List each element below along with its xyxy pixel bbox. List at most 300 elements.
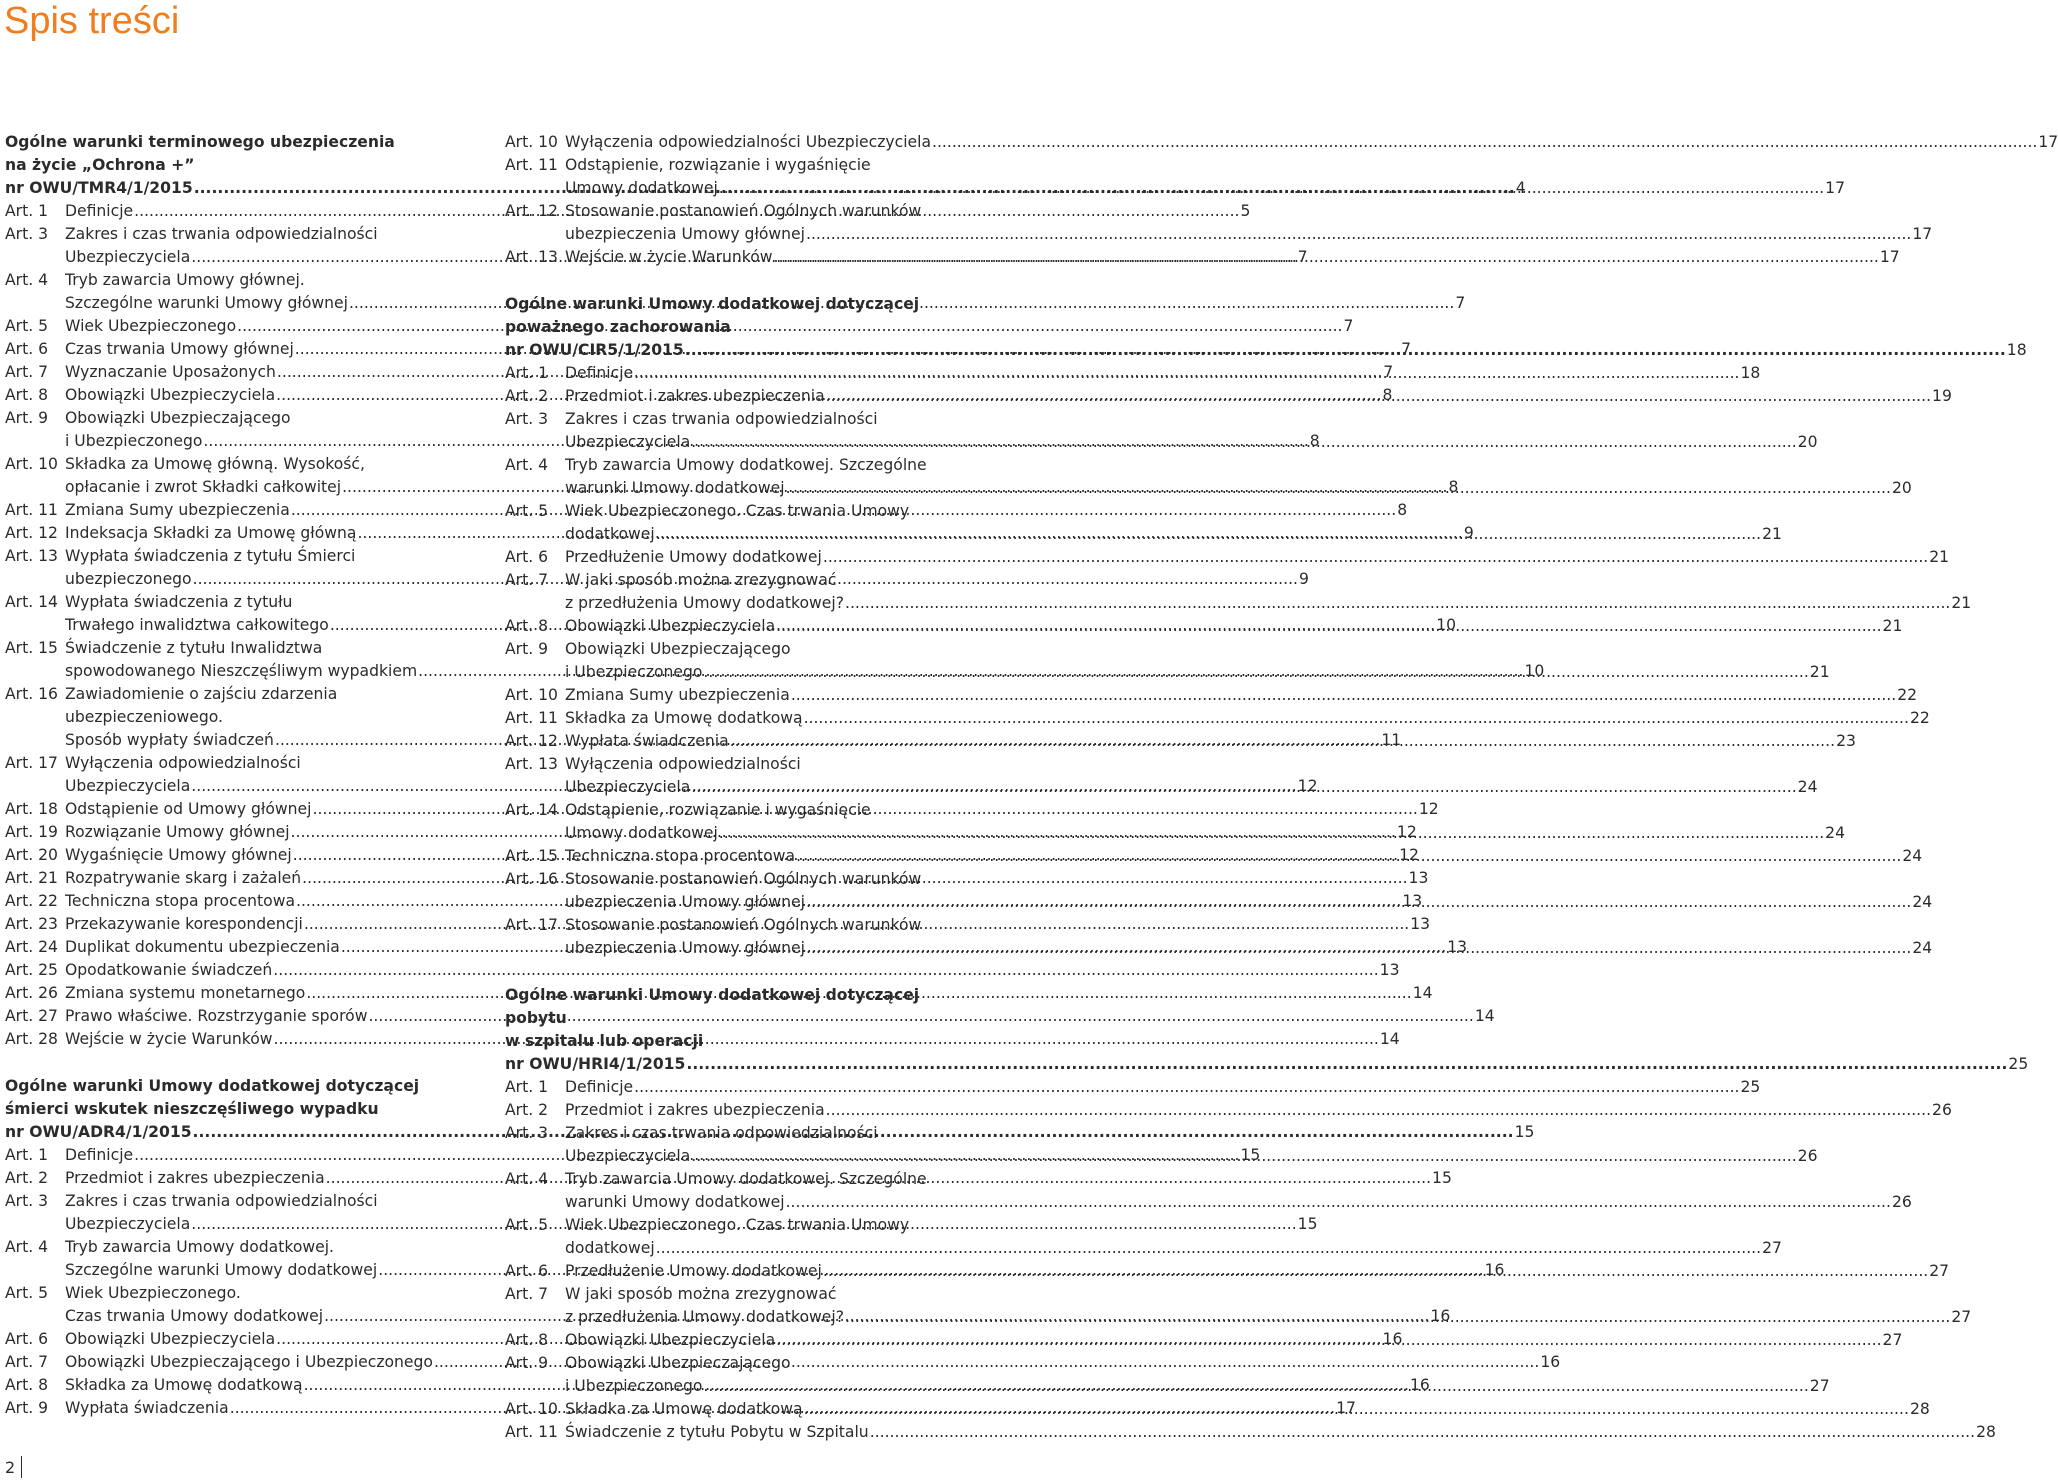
toc-page-number: 10: [1524, 662, 1545, 680]
toc-entry-title: warunki Umowy dodatkowej: [565, 479, 785, 497]
article-number: Art. 11: [505, 156, 558, 174]
toc-section-heading[interactable]: [505, 293, 2027, 362]
toc-page-number: 25: [1740, 1078, 1761, 1096]
toc-entry-title: Umowy dodatkowej: [565, 179, 718, 197]
toc-page-number: 15: [1432, 1169, 1452, 1187]
toc-entry-line: Wiek Ubezpieczonego. Czas trwania Umowy: [565, 502, 910, 520]
toc-page-number: 27: [1929, 1262, 1950, 1280]
toc-entry-title: Wyznaczanie Uposażonych: [65, 363, 276, 381]
toc-leader-line: [565, 385, 1952, 408]
article-number: Art. 12: [505, 732, 558, 750]
article-number: Art. 9: [505, 640, 549, 658]
toc-page-number: 13: [1410, 915, 1431, 933]
toc-entry[interactable]: [5, 959, 1400, 982]
toc-entry-title: Rozpatrywanie skarg i zażaleń: [65, 869, 302, 887]
toc-page-number: 13: [1447, 938, 1468, 956]
toc-entry-line: Obowiązki Ubezpieczającego: [565, 1354, 791, 1372]
article-number: Art. 7: [5, 1353, 49, 1371]
article-number: Art. 12: [5, 524, 58, 542]
toc-entry-title: Ubezpieczyciela: [565, 778, 691, 796]
toc-page-number: 14: [1412, 984, 1433, 1002]
section-gap: [505, 269, 960, 293]
toc-page-number: 26: [1891, 1193, 1912, 1211]
section-heading-line: Ogólne warunki Umowy dodatkowej dotyczącej: [505, 295, 920, 313]
article-number: Art. 5: [505, 1216, 549, 1234]
toc-page-number: 16: [1484, 1261, 1505, 1279]
toc-entry-title: Wygaśnięcie Umowy głównej: [65, 846, 292, 864]
toc-entry-title: Zmiana Sumy ubezpieczenia: [65, 501, 290, 519]
toc-entry-body: [565, 707, 1930, 730]
toc-entry-line: Zakres i czas trwania odpowiedzialności: [565, 1124, 878, 1142]
dot-leader: [806, 939, 1911, 957]
toc-entry-title: Świadczenie z tytułu Pobytu w Szpitalu: [565, 1423, 869, 1441]
toc-page-number: 24: [1912, 939, 1933, 957]
toc-page-number: 20: [1891, 479, 1912, 497]
article-number: Art. 20: [5, 846, 58, 864]
toc-entry-line: Obowiązki Ubezpieczającego: [65, 409, 291, 427]
toc-leader-line: [565, 1076, 1761, 1099]
article-number: Art. 9: [5, 409, 49, 427]
article-number: Art. 12: [505, 202, 558, 220]
article-number: Art. 5: [5, 317, 49, 335]
toc-entry-title: Obowiązki Ubezpieczyciela: [65, 1330, 276, 1348]
toc-entry-title: ubezpieczenia Umowy głównej: [565, 225, 805, 243]
toc-entry-line: Wyłączenia odpowiedzialności: [565, 755, 801, 773]
toc-page-number: 17: [1336, 1399, 1356, 1417]
toc-page-number: 9: [1298, 570, 1309, 588]
toc-entry-title: Składka za Umowę dodatkową: [65, 1376, 303, 1394]
toc-entry-title: Szczególne warunki Umowy głównej: [65, 294, 348, 312]
toc-entry-title: Odstąpienie od Umowy głównej: [65, 800, 312, 818]
toc-entry-line: ubezpieczeniowego.: [65, 708, 223, 726]
toc-entry-line: Świadczenie z tytułu Inwalidztwa: [65, 639, 323, 657]
section-heading-line: Ogólne warunki terminowego ubezpieczenia: [5, 133, 395, 151]
dot-leader: [845, 1308, 1950, 1326]
toc-entry-body: [565, 1076, 1761, 1099]
dot-leader: [796, 847, 1901, 865]
article-number: Art. 26: [5, 984, 58, 1002]
toc-entry-body: [565, 408, 1818, 454]
toc-entry-title: Opodatkowanie świadczeń: [65, 961, 273, 979]
toc-entry-title: Sposób wypłaty świadczeń: [65, 731, 274, 749]
article-number: Art. 18: [5, 800, 58, 818]
toc-entry-title: Ubezpieczyciela: [565, 1147, 691, 1165]
toc-page-number: 13: [1408, 869, 1429, 887]
toc-entry-title: Obowiązki Ubezpieczyciela: [65, 386, 276, 404]
article-number: Art. 16: [505, 870, 558, 888]
toc-entry[interactable]: [505, 246, 1900, 269]
toc-page-number: 16: [1430, 1307, 1451, 1325]
toc-entry[interactable]: [505, 500, 1782, 546]
dot-leader: [634, 364, 1739, 382]
dot-leader: [719, 179, 1824, 197]
dot-leader: [691, 778, 1796, 796]
article-number: Art. 17: [505, 916, 558, 934]
toc-entry-line: Wypłata świadczenia z tytułu Śmierci: [65, 547, 356, 565]
article-number: Art. 4: [5, 271, 49, 289]
toc-leader-line: [565, 223, 1933, 246]
toc-entry-body: [565, 684, 1918, 707]
toc-entry[interactable]: [505, 569, 1972, 615]
article-number: Art. 6: [5, 340, 49, 358]
toc-entry-body: [565, 569, 1972, 615]
toc-page-number: 17: [1912, 225, 1933, 243]
toc-entry-title: Definicje: [565, 1078, 634, 1096]
toc-entry[interactable]: [505, 362, 1761, 385]
toc-entry-line: Zakres i czas trwania odpowiedzialności: [65, 225, 378, 243]
article-number: Art. 1: [505, 364, 549, 382]
toc-leader-line: [565, 684, 1918, 707]
toc-page-number: 7: [1401, 340, 1412, 358]
toc-page-number: 27: [1882, 1331, 1903, 1349]
toc-page-number: 15: [1514, 1123, 1535, 1141]
toc-page-number: 21: [1762, 525, 1782, 543]
toc-entry-title: Definicje: [65, 202, 134, 220]
toc-entry-line: Wyłączenia odpowiedzialności: [65, 754, 301, 772]
article-number: Art. 8: [505, 1331, 549, 1349]
toc-page-number: 11: [1381, 731, 1402, 749]
toc-leader-line: [565, 1099, 1952, 1122]
article-number: Art. 15: [505, 847, 558, 865]
article-number: Art. 8: [505, 617, 549, 635]
dot-leader: [656, 1239, 1761, 1257]
toc-entry-body: [565, 200, 1933, 246]
toc-entry[interactable]: [505, 1099, 1952, 1122]
toc-page-number: 23: [1836, 732, 1856, 750]
toc-entry-title: dodatkowej: [565, 1239, 655, 1257]
article-number: Art. 3: [5, 225, 49, 243]
toc-page-number: 22: [1909, 709, 1930, 727]
toc-entry-title: Przedmiot i zakres ubezpieczenia: [65, 1169, 325, 1187]
dot-leader: [786, 479, 1891, 497]
toc-leader-line: [65, 775, 1318, 798]
article-number: Art. 3: [505, 1124, 549, 1142]
toc-page-number: 4: [1515, 179, 1526, 197]
toc-leader-line: [565, 1237, 1782, 1260]
toc-entry-line: W jaki sposób można zrezygnować: [565, 1285, 837, 1303]
toc-entry-line: Stosowanie postanowień Ogólnych warunków: [565, 870, 922, 888]
toc-entry-title: Prawo właściwe. Rozstrzyganie sporów: [65, 1007, 368, 1025]
toc-entry[interactable]: [505, 200, 1933, 246]
article-number: Art. 2: [505, 1101, 549, 1119]
article-number: Art. 10: [5, 455, 58, 473]
toc-entry-body: [65, 959, 1400, 982]
toc-page-number: 12: [1399, 846, 1419, 864]
dot-leader: [870, 1423, 1975, 1441]
article-number: Art. 5: [5, 1284, 49, 1302]
article-number: Art. 9: [5, 1399, 49, 1417]
toc-entry-title: Wejście w życie Warunków: [65, 1030, 273, 1048]
toc-entry-title: z przedłużenia Umowy dodatkowej?: [565, 1308, 845, 1326]
section-code: nr OWU/ADR4/1/2015: [5, 1123, 192, 1141]
toc-leader-line: [565, 177, 1846, 200]
toc-page-number: 5: [1240, 202, 1251, 220]
toc-entry-title: ubezpieczenia Umowy głównej: [565, 939, 805, 957]
toc-entry-title: Zmiana Sumy ubezpieczenia: [565, 686, 790, 704]
toc-entry[interactable]: [505, 408, 1818, 454]
article-number: Art. 2: [5, 1169, 49, 1187]
toc-page-number: 21: [1951, 594, 1972, 612]
toc-entry-body: [565, 246, 1900, 269]
section-heading-leader: [505, 1053, 2029, 1076]
toc-entry-title: Składka za Umowę dodatkową: [565, 709, 803, 727]
dot-leader: [719, 824, 1824, 842]
dot-leader: [786, 1193, 1891, 1211]
toc-entry-line: Tryb zawarcia Umowy dodatkowej. Szczególne: [565, 1170, 927, 1188]
toc-leader-line: [565, 1191, 1912, 1214]
toc-page-number: 9: [1463, 524, 1474, 542]
toc-entry-line: W jaki sposób można zrezygnować: [565, 571, 837, 589]
toc-entry-line: Tryb zawarcia Umowy głównej.: [65, 271, 305, 289]
toc-entry[interactable]: [505, 707, 1930, 730]
toc-entry-title: Wejście w życie Warunków: [565, 248, 773, 266]
toc-entry-title: Techniczna stopa procentowa: [565, 847, 796, 865]
article-number: Art. 25: [5, 961, 58, 979]
dot-leader: [823, 1262, 1928, 1280]
toc-leader-line: [565, 246, 1900, 269]
toc-entry-title: z przedłużenia Umowy dodatkowej?: [565, 594, 845, 612]
article-number: Art. 13: [5, 547, 58, 565]
toc-entry-title: Obowiązki Ubezpieczającego i Ubezpieczonego: [65, 1353, 433, 1371]
toc-section: [505, 131, 2058, 269]
toc-entry-line: Tryb zawarcia Umowy dodatkowej.: [65, 1238, 335, 1256]
toc-page-number: 8: [1397, 501, 1408, 519]
toc-leader-line: [565, 477, 1912, 500]
article-number: Art. 21: [5, 869, 58, 887]
toc-entry-title: Czas trwania Umowy dodatkowej: [65, 1307, 324, 1325]
section-heading-line: poważnego zachorowania: [505, 318, 731, 336]
article-number: Art. 1: [5, 1146, 49, 1164]
toc-entry-line: Zakres i czas trwania odpowiedzialności: [565, 410, 878, 428]
article-number: Art. 27: [5, 1007, 58, 1025]
dot-leader: [776, 1331, 1881, 1349]
toc-entry-title: Umowy dodatkowej: [565, 824, 718, 842]
toc-page-number: 25: [2008, 1055, 2029, 1073]
toc-page-number: 18: [2006, 341, 2027, 359]
toc-entry-line: Odstąpienie, rozwiązanie i wygaśnięcie: [565, 156, 871, 174]
toc-page-number: 24: [1912, 893, 1933, 911]
toc-page-number: 26: [1797, 1147, 1818, 1165]
toc-entry-body: [565, 131, 2058, 154]
toc-page-number: 16: [1409, 1376, 1430, 1394]
toc-leader-line: [565, 1421, 1996, 1444]
toc-page-number: 24: [1902, 847, 1923, 865]
article-number: Art. 8: [5, 1376, 49, 1394]
toc-entry-title: Przedmiot i zakres ubezpieczenia: [565, 387, 825, 405]
toc-entry-title: i Ubezpieczonego: [65, 432, 203, 450]
section-heading-leader: [505, 339, 2027, 362]
toc-entry-title: Wypłata świadczenia: [65, 1399, 229, 1417]
toc-leader-line: [565, 362, 1761, 385]
toc-page-number: 28: [1976, 1423, 1996, 1441]
toc-entry-body: [565, 362, 1761, 385]
toc-entry-title: Szczególne warunki Umowy dodatkowej: [65, 1261, 378, 1279]
section-gap: [5, 1051, 460, 1075]
article-number: Art. 17: [5, 754, 58, 772]
toc-entry-title: ubezpieczenia Umowy głównej: [565, 893, 805, 911]
toc-entry-title: Składka za Umowę dodatkową: [565, 1400, 803, 1418]
toc-page-number: 7: [1297, 248, 1308, 266]
toc-entry[interactable]: [505, 385, 1952, 408]
toc-entry[interactable]: [505, 131, 2058, 154]
dot-leader: [806, 225, 1911, 243]
toc-entry[interactable]: [505, 154, 1846, 200]
toc-page-number: 21: [1809, 663, 1830, 681]
toc-entry[interactable]: [505, 1076, 1761, 1099]
toc-entry-line: Wypłata świadczenia z tytułu: [65, 593, 293, 611]
toc-entry-body: [565, 154, 1846, 200]
article-number: Art. 7: [5, 363, 49, 381]
dot-leader: [804, 709, 1909, 727]
toc-entry-body: [565, 1421, 1996, 1444]
toc-page-number: 15: [1240, 1146, 1261, 1164]
article-number: Art. 10: [505, 686, 558, 704]
dot-leader: [685, 341, 2006, 359]
toc-section: [505, 269, 2027, 960]
toc-entry-line: Stosowanie postanowień Ogólnych warunków: [565, 916, 922, 934]
section-code: nr OWU/TMR4/1/2015: [5, 179, 193, 197]
toc-page-number: 26: [1932, 1101, 1952, 1119]
article-number: Art. 2: [505, 387, 549, 405]
dot-leader: [823, 548, 1928, 566]
dot-leader: [845, 594, 1950, 612]
toc-entry-line: Odstąpienie, rozwiązanie i wygaśnięcie: [565, 801, 871, 819]
dot-leader: [691, 433, 1796, 451]
dot-leader: [686, 1055, 2007, 1073]
article-number: Art. 1: [5, 202, 49, 220]
toc-page-number: 13: [1402, 892, 1423, 910]
toc-leader-line: [565, 523, 1782, 546]
toc-page-number: 21: [1882, 617, 1903, 635]
section-heading-line: w szpitalu lub operacji: [505, 1032, 704, 1050]
toc-entry[interactable]: [505, 1421, 1996, 1444]
toc-entry-title: Techniczna stopa procentowa: [65, 892, 296, 910]
article-number: Art. 13: [505, 248, 558, 266]
toc-leader-line: [65, 959, 1400, 982]
toc-entry-title: Rozwiązanie Umowy głównej: [65, 823, 290, 841]
article-number: Art. 3: [5, 1192, 49, 1210]
dot-leader: [730, 732, 1835, 750]
toc-entry-line: Obowiązki Ubezpieczającego: [565, 640, 791, 658]
toc-entry-line: Zawiadomienie o zajściu zdarzenia: [65, 685, 338, 703]
toc-page-number: 7: [1343, 317, 1354, 335]
page-number: 2: [5, 1458, 16, 1477]
toc-page-number: 13: [1379, 961, 1400, 979]
article-number: Art. 10: [505, 1400, 558, 1418]
toc-entry-title: Wypłata świadczenia: [565, 732, 729, 750]
toc-entry-title: i Ubezpieczonego: [565, 1377, 703, 1395]
dot-leader: [776, 617, 1881, 635]
toc-page-number: 24: [1825, 824, 1846, 842]
toc-entry-body: [565, 546, 1950, 569]
toc-page-number: 14: [1379, 1030, 1400, 1048]
toc-entry-title: Przedłużenie Umowy dodatkowej: [565, 1262, 822, 1280]
dot-leader: [932, 133, 2037, 151]
article-number: Art. 7: [505, 1285, 549, 1303]
article-number: Art. 5: [505, 502, 549, 520]
article-number: Art. 4: [505, 456, 549, 474]
toc-page-number: 16: [1540, 1353, 1561, 1371]
article-number: Art. 15: [5, 639, 58, 657]
toc-entry-title: dodatkowej: [565, 525, 655, 543]
toc-entry-line: Wiek Ubezpieczonego. Czas trwania Umowy: [565, 1216, 910, 1234]
toc-leader-line: [565, 131, 2058, 154]
toc-entry-title: Trwałego inwalidztwa całkowitego: [65, 616, 329, 634]
toc-entry-title: i Ubezpieczonego: [565, 663, 703, 681]
dot-leader: [703, 1377, 1808, 1395]
toc-entry[interactable]: [505, 684, 1918, 707]
toc-entry-body: [565, 1099, 1952, 1122]
toc-entry-title: Obowiązki Ubezpieczyciela: [565, 1331, 776, 1349]
toc-page-number: 27: [1951, 1308, 1972, 1326]
toc-entry-title: Czas trwania Umowy głównej: [65, 340, 294, 358]
toc-page-number: 10: [1436, 616, 1457, 634]
toc-page-number: 17: [1879, 248, 1900, 266]
article-number: Art. 9: [505, 1354, 549, 1372]
article-number: Art. 13: [505, 755, 558, 773]
toc-entry-line: Tryb zawarcia Umowy dodatkowej. Szczególne: [565, 456, 927, 474]
dot-leader: [804, 1400, 1909, 1418]
page-title: Spis treści: [4, 0, 180, 42]
dot-leader: [806, 893, 1911, 911]
toc-page-number: 17: [1825, 179, 1846, 197]
dot-leader: [826, 1101, 1931, 1119]
toc-page-number: 21: [1929, 548, 1950, 566]
article-number: Art. 22: [5, 892, 58, 910]
toc-entry-title: Ubezpieczyciela: [65, 1215, 191, 1233]
toc-page-number: 22: [1897, 686, 1918, 704]
toc-page-number: 17: [2038, 133, 2058, 151]
toc-page-number: 27: [1762, 1239, 1782, 1257]
toc-page-number: 16: [1382, 1330, 1403, 1348]
article-number: Art. 7: [505, 571, 549, 589]
section-heading-line: Ogólne warunki Umowy dodatkowej dotyczącej pobytu: [505, 986, 920, 1027]
page-number-divider: [21, 1456, 22, 1478]
article-number: Art. 4: [5, 1238, 49, 1256]
toc-page-number: 12: [1396, 823, 1417, 841]
dot-leader: [691, 1147, 1796, 1165]
dot-leader: [826, 387, 1931, 405]
dot-leader: [774, 248, 1879, 266]
toc-page-number: 20: [1797, 433, 1818, 451]
section-heading-line: na życie „Ochrona +”: [5, 156, 195, 174]
toc-entry[interactable]: [505, 546, 1950, 569]
toc-page-number: 14: [1474, 1007, 1495, 1025]
toc-entry-title: Obowiązki Ubezpieczyciela: [565, 617, 776, 635]
section-code: nr OWU/CIR5/1/2015: [505, 341, 684, 359]
toc-entry-title: Przekazywanie korespondencji: [65, 915, 303, 933]
toc-entry-title: opłacanie i zwrot Składki całkowitej: [65, 478, 342, 496]
dot-leader: [791, 686, 1896, 704]
toc-entry-title: Definicje: [65, 1146, 134, 1164]
toc-page-number: 28: [1909, 1400, 1930, 1418]
toc-entry-title: Definicje: [565, 364, 634, 382]
article-number: Art. 23: [5, 915, 58, 933]
toc-entry[interactable]: [5, 982, 1433, 1005]
toc-entry-title: Wyłączenia odpowiedzialności Ubezpieczyciela: [565, 133, 932, 151]
toc-entry-body: [65, 982, 1433, 1005]
article-number: Art. 3: [505, 410, 549, 428]
toc-entry-title: spowodowanego Nieszczęśliwym wypadkiem: [65, 662, 418, 680]
toc-entry-title: ubezpieczonego: [65, 570, 192, 588]
toc-entry-title: warunki Umowy dodatkowej: [565, 1193, 785, 1211]
article-number: Art. 6: [505, 548, 549, 566]
toc-entry-title: Ubezpieczyciela: [65, 248, 191, 266]
toc-entry-title: Przedłużenie Umowy dodatkowej: [565, 548, 822, 566]
toc-entry[interactable]: [505, 454, 1912, 500]
article-number: Art. 11: [505, 709, 558, 727]
dot-leader: [703, 663, 1808, 681]
